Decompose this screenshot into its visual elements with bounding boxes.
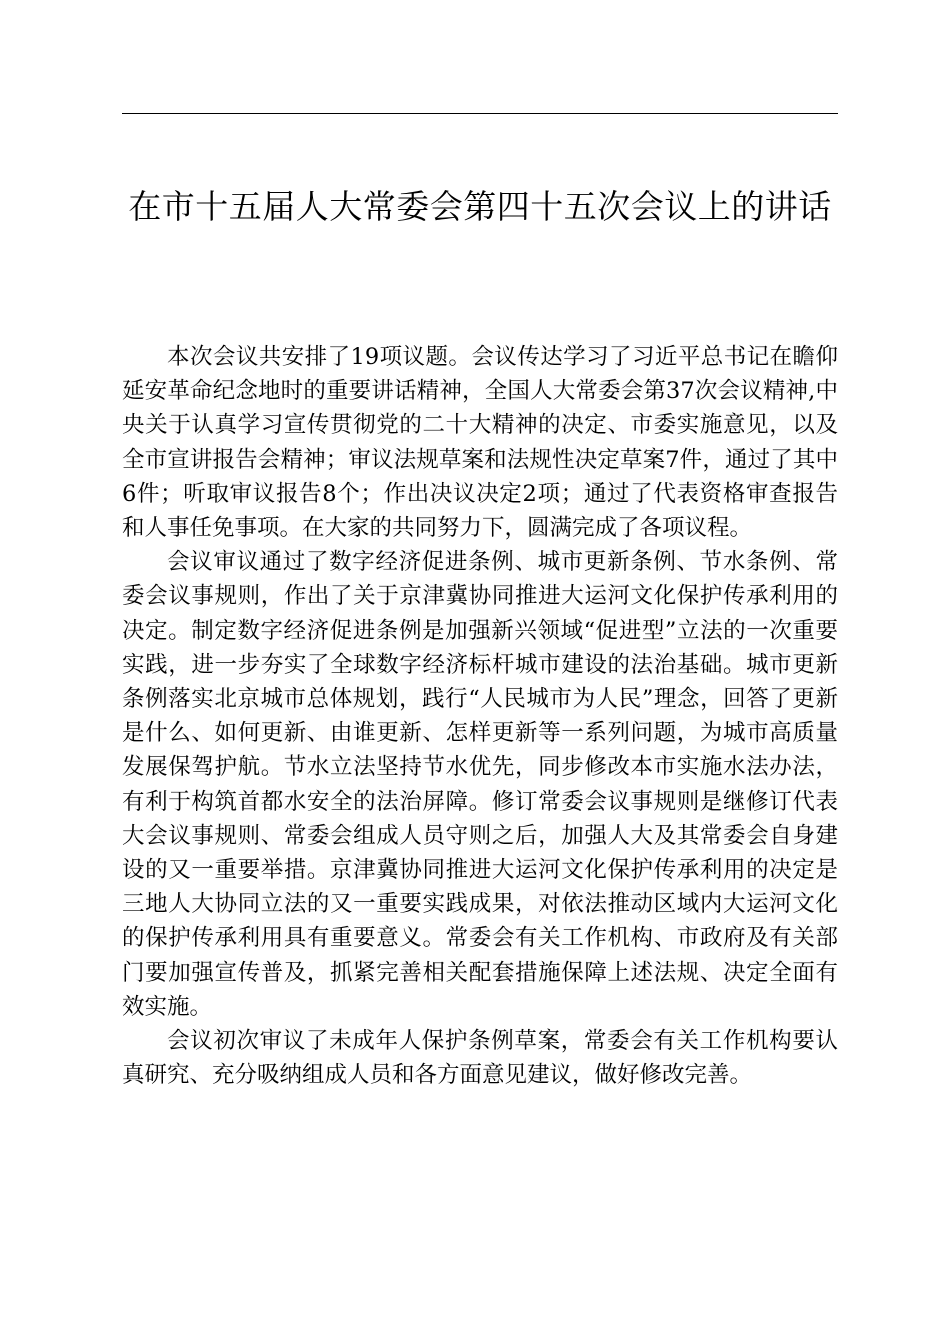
document-title: 在市十五届人大常委会第四十五次会议上的讲话	[128, 187, 832, 226]
paragraph-2: 会议审议通过了数字经济促进条例、城市更新条例、节水条例、常委会议事规则，作出了关于京津冀协同推进大运河文化保护传承利用的决定。制定数字经济促进条例是加强新兴领域“促进型”立法的一次重要实践，进一步夯实了全球数字经济标杆城市建设的法治基础。城市更新条例落实北京城市总体规划，践行“人民城市为人民”理念，回答了更新是什么、如何更新、由谁更新、怎样更新等一系列问题，为城市高质量发展保驾护航。节水立法坚持节水优先，同步修改本市实施水法办法，有利于构筑首都水安全的法治屏障。修订常委会议事规则是继修订代表大会议事规则、常委会组成人员守则之后，加强人大及其常委会自身建设的又一重要举措。京津冀协同推进大运河文化保护传承利用的决定是三地人大协同立法的又一重要实践成果，对依法推动区域内大运河文化的保护传承利用具有重要意义。常委会有关工作机构、市政府及有关部门要加强宣传普及，抓紧完善相关配套措施保障上述法规、决定全面有效实施。	[122, 549, 838, 1020]
document-body	[122, 340, 838, 1092]
header-rule	[122, 113, 838, 114]
paragraph-3: 会议初次审议了未成年人保护条例草案，常委会有关工作机构要认真研究、充分吸纳组成人员和各方面意见建议，做好修改完善。	[122, 1028, 838, 1089]
paragraph-1: 本次会议共安排了19项议题。会议传达学习了习近平总书记在瞻仰延安革命纪念地时的重要讲话精神，全国人大常委会第37次会议精神,中央关于认真学习宣传贯彻党的二十大精神的决定、市委实施意见，以及全市宣讲报告会精神；审议法规草案和法规性决定草案7件，通过了其中6件；听取审议报告8个；作出决议决定2项；通过了代表资格审查报告和人事任免事项。在大家的共同努力下，圆满完成了各项议程。	[122, 344, 838, 542]
